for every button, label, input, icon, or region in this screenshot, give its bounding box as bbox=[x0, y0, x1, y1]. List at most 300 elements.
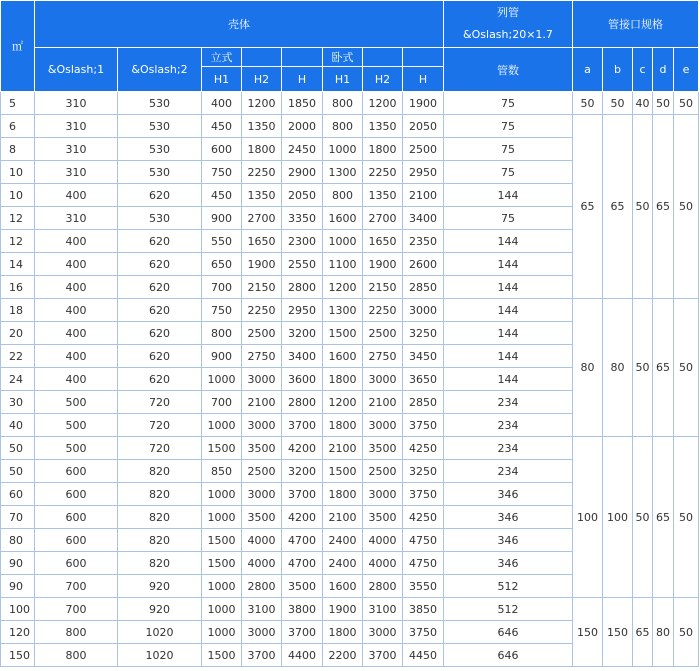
header-nozzle-d: d bbox=[653, 48, 674, 92]
cell-tube-count: 346 bbox=[444, 506, 573, 529]
cell-nozzle-a: 80 bbox=[573, 299, 603, 437]
cell-vertical-h1: 650 bbox=[202, 253, 242, 276]
cell-vertical-h1: 1500 bbox=[202, 552, 242, 575]
cell-horizontal-h2: 1350 bbox=[363, 184, 403, 207]
cell-horizontal-h1: 1600 bbox=[323, 207, 363, 230]
cell-horizontal-h2: 3000 bbox=[363, 621, 403, 644]
cell-vertical-h2: 3000 bbox=[242, 368, 282, 391]
cell-vertical-h1: 900 bbox=[202, 207, 242, 230]
cell-nozzle-a: 150 bbox=[573, 598, 603, 667]
cell-d2: 1020 bbox=[118, 644, 202, 667]
cell-d1: 310 bbox=[35, 207, 118, 230]
cell-horizontal-h: 4750 bbox=[403, 552, 444, 575]
cell-horizontal-h: 2850 bbox=[403, 276, 444, 299]
cell-nozzle-e: 50 bbox=[674, 437, 699, 598]
cell-horizontal-h: 3000 bbox=[403, 299, 444, 322]
cell-area: 50 bbox=[1, 437, 35, 460]
header-tube-spec: &Oslash;20×1.7 bbox=[463, 28, 553, 41]
cell-d2: 530 bbox=[118, 115, 202, 138]
cell-d2: 820 bbox=[118, 483, 202, 506]
cell-tube-count: 75 bbox=[444, 207, 573, 230]
table-row bbox=[1, 115, 699, 138]
table-row bbox=[1, 92, 699, 115]
cell-nozzle-b: 65 bbox=[603, 115, 633, 299]
cell-horizontal-h2: 2150 bbox=[363, 276, 403, 299]
cell-vertical-h: 1850 bbox=[282, 92, 323, 115]
cell-d1: 400 bbox=[35, 276, 118, 299]
cell-vertical-h: 2000 bbox=[282, 115, 323, 138]
cell-tube-count: 346 bbox=[444, 529, 573, 552]
cell-horizontal-h2: 1800 bbox=[363, 138, 403, 161]
cell-d2: 620 bbox=[118, 184, 202, 207]
cell-vertical-h1: 1500 bbox=[202, 437, 242, 460]
table-row bbox=[1, 598, 699, 621]
cell-horizontal-h: 2100 bbox=[403, 184, 444, 207]
cell-horizontal-h2: 2750 bbox=[363, 345, 403, 368]
cell-area: 100 bbox=[1, 598, 35, 621]
cell-horizontal-h2: 2100 bbox=[363, 391, 403, 414]
cell-area: 30 bbox=[1, 391, 35, 414]
cell-vertical-h: 4700 bbox=[282, 552, 323, 575]
cell-nozzle-b: 50 bbox=[603, 92, 633, 115]
header-tube-title: 列管 bbox=[497, 6, 519, 19]
cell-nozzle-c: 50 bbox=[633, 299, 653, 437]
cell-vertical-h1: 600 bbox=[202, 138, 242, 161]
cell-horizontal-h1: 800 bbox=[323, 115, 363, 138]
cell-horizontal-h: 3250 bbox=[403, 322, 444, 345]
cell-vertical-h1: 800 bbox=[202, 322, 242, 345]
header-blank bbox=[242, 48, 282, 67]
table-body bbox=[1, 92, 699, 667]
cell-d1: 600 bbox=[35, 529, 118, 552]
header-blank bbox=[363, 48, 403, 67]
header-tube-count: 管数 bbox=[444, 48, 573, 92]
cell-tube-count: 346 bbox=[444, 483, 573, 506]
cell-horizontal-h2: 3000 bbox=[363, 414, 403, 437]
cell-vertical-h2: 3000 bbox=[242, 414, 282, 437]
cell-vertical-h2: 1800 bbox=[242, 138, 282, 161]
cell-vertical-h: 3500 bbox=[282, 575, 323, 598]
cell-vertical-h2: 2800 bbox=[242, 575, 282, 598]
cell-tube-count: 144 bbox=[444, 253, 573, 276]
cell-vertical-h2: 2250 bbox=[242, 299, 282, 322]
cell-d2: 920 bbox=[118, 598, 202, 621]
cell-horizontal-h2: 1900 bbox=[363, 253, 403, 276]
cell-vertical-h1: 1000 bbox=[202, 414, 242, 437]
cell-horizontal-h1: 1500 bbox=[323, 322, 363, 345]
cell-horizontal-h1: 800 bbox=[323, 92, 363, 115]
cell-horizontal-h: 3750 bbox=[403, 621, 444, 644]
cell-horizontal-h: 2600 bbox=[403, 253, 444, 276]
cell-nozzle-b: 100 bbox=[603, 437, 633, 598]
cell-tube-count: 346 bbox=[444, 552, 573, 575]
header-vertical-h1: H1 bbox=[202, 67, 242, 92]
cell-area: 20 bbox=[1, 322, 35, 345]
cell-vertical-h1: 1000 bbox=[202, 483, 242, 506]
cell-horizontal-h1: 1300 bbox=[323, 299, 363, 322]
header-horizontal-h2: H2 bbox=[363, 67, 403, 92]
cell-horizontal-h1: 1000 bbox=[323, 138, 363, 161]
cell-horizontal-h2: 3100 bbox=[363, 598, 403, 621]
cell-vertical-h2: 3100 bbox=[242, 598, 282, 621]
cell-vertical-h: 4200 bbox=[282, 506, 323, 529]
cell-vertical-h: 3200 bbox=[282, 322, 323, 345]
cell-tube-count: 75 bbox=[444, 92, 573, 115]
cell-vertical-h: 2450 bbox=[282, 138, 323, 161]
cell-vertical-h: 2300 bbox=[282, 230, 323, 253]
cell-tube-count: 512 bbox=[444, 598, 573, 621]
cell-horizontal-h2: 2700 bbox=[363, 207, 403, 230]
cell-d1: 600 bbox=[35, 506, 118, 529]
cell-d2: 530 bbox=[118, 161, 202, 184]
cell-d1: 400 bbox=[35, 184, 118, 207]
cell-d1: 800 bbox=[35, 644, 118, 667]
cell-nozzle-d: 65 bbox=[653, 299, 674, 437]
header-horizontal-h: H bbox=[403, 67, 444, 92]
cell-area: 16 bbox=[1, 276, 35, 299]
cell-vertical-h: 3700 bbox=[282, 414, 323, 437]
cell-nozzle-e: 50 bbox=[674, 598, 699, 667]
cell-horizontal-h: 4450 bbox=[403, 644, 444, 667]
cell-vertical-h: 3200 bbox=[282, 460, 323, 483]
header-nozzle: 管接口规格 bbox=[573, 1, 699, 48]
header-blank bbox=[282, 48, 323, 67]
cell-horizontal-h2: 3700 bbox=[363, 644, 403, 667]
cell-nozzle-a: 100 bbox=[573, 437, 603, 598]
header-nozzle-e: e bbox=[674, 48, 699, 92]
cell-d2: 720 bbox=[118, 437, 202, 460]
cell-tube-count: 234 bbox=[444, 460, 573, 483]
cell-vertical-h1: 700 bbox=[202, 391, 242, 414]
cell-d2: 820 bbox=[118, 460, 202, 483]
cell-vertical-h: 2950 bbox=[282, 299, 323, 322]
cell-horizontal-h: 3750 bbox=[403, 483, 444, 506]
cell-tube-count: 75 bbox=[444, 115, 573, 138]
cell-tube-count: 646 bbox=[444, 621, 573, 644]
cell-vertical-h: 4200 bbox=[282, 437, 323, 460]
cell-area: 8 bbox=[1, 138, 35, 161]
cell-horizontal-h1: 2200 bbox=[323, 644, 363, 667]
cell-vertical-h1: 1000 bbox=[202, 506, 242, 529]
header-horizontal: 卧式 bbox=[323, 48, 363, 67]
cell-horizontal-h2: 2250 bbox=[363, 299, 403, 322]
cell-horizontal-h2: 4000 bbox=[363, 529, 403, 552]
cell-horizontal-h: 3550 bbox=[403, 575, 444, 598]
cell-d2: 620 bbox=[118, 253, 202, 276]
cell-d1: 600 bbox=[35, 460, 118, 483]
cell-horizontal-h: 3850 bbox=[403, 598, 444, 621]
cell-d1: 500 bbox=[35, 437, 118, 460]
cell-tube-count: 144 bbox=[444, 368, 573, 391]
header-nozzle-c: c bbox=[633, 48, 653, 92]
cell-tube-count: 144 bbox=[444, 299, 573, 322]
header-vertical-h2: H2 bbox=[242, 67, 282, 92]
header-d1: &Oslash;1 bbox=[35, 48, 118, 92]
header-d2: &Oslash;2 bbox=[118, 48, 202, 92]
cell-d2: 620 bbox=[118, 230, 202, 253]
cell-d2: 920 bbox=[118, 575, 202, 598]
cell-horizontal-h1: 1800 bbox=[323, 483, 363, 506]
cell-horizontal-h: 3450 bbox=[403, 345, 444, 368]
cell-horizontal-h: 4750 bbox=[403, 529, 444, 552]
cell-area: 10 bbox=[1, 161, 35, 184]
table-header bbox=[1, 1, 699, 92]
header-blank bbox=[403, 48, 444, 67]
header-nozzle-a: a bbox=[573, 48, 603, 92]
cell-horizontal-h1: 1200 bbox=[323, 276, 363, 299]
cell-tube-count: 234 bbox=[444, 437, 573, 460]
cell-nozzle-e: 50 bbox=[674, 92, 699, 115]
cell-horizontal-h2: 1650 bbox=[363, 230, 403, 253]
cell-d1: 800 bbox=[35, 621, 118, 644]
cell-area: 90 bbox=[1, 575, 35, 598]
cell-d1: 310 bbox=[35, 138, 118, 161]
cell-nozzle-c: 65 bbox=[633, 598, 653, 667]
cell-vertical-h: 2050 bbox=[282, 184, 323, 207]
cell-vertical-h2: 3000 bbox=[242, 483, 282, 506]
cell-vertical-h1: 750 bbox=[202, 161, 242, 184]
cell-tube-count: 646 bbox=[444, 644, 573, 667]
cell-tube-count: 144 bbox=[444, 184, 573, 207]
cell-d1: 400 bbox=[35, 253, 118, 276]
cell-horizontal-h2: 2800 bbox=[363, 575, 403, 598]
cell-vertical-h2: 2150 bbox=[242, 276, 282, 299]
cell-vertical-h1: 450 bbox=[202, 184, 242, 207]
cell-d2: 820 bbox=[118, 529, 202, 552]
cell-d2: 820 bbox=[118, 506, 202, 529]
cell-vertical-h: 3800 bbox=[282, 598, 323, 621]
cell-vertical-h: 2550 bbox=[282, 253, 323, 276]
cell-area: 70 bbox=[1, 506, 35, 529]
cell-vertical-h2: 1650 bbox=[242, 230, 282, 253]
cell-nozzle-e: 50 bbox=[674, 299, 699, 437]
cell-vertical-h: 2800 bbox=[282, 391, 323, 414]
cell-tube-count: 234 bbox=[444, 414, 573, 437]
cell-d1: 600 bbox=[35, 483, 118, 506]
cell-d2: 720 bbox=[118, 391, 202, 414]
cell-vertical-h2: 2500 bbox=[242, 460, 282, 483]
header-horizontal-h1: H1 bbox=[323, 67, 363, 92]
cell-tube-count: 512 bbox=[444, 575, 573, 598]
cell-d2: 620 bbox=[118, 299, 202, 322]
cell-vertical-h1: 700 bbox=[202, 276, 242, 299]
cell-area: 60 bbox=[1, 483, 35, 506]
cell-nozzle-e: 50 bbox=[674, 115, 699, 299]
cell-d1: 700 bbox=[35, 598, 118, 621]
cell-d2: 620 bbox=[118, 345, 202, 368]
header-vertical-h: H bbox=[282, 67, 323, 92]
cell-vertical-h: 2900 bbox=[282, 161, 323, 184]
cell-area: 6 bbox=[1, 115, 35, 138]
cell-d2: 720 bbox=[118, 414, 202, 437]
cell-vertical-h1: 1500 bbox=[202, 644, 242, 667]
header-tube bbox=[444, 1, 573, 48]
cell-tube-count: 75 bbox=[444, 138, 573, 161]
cell-tube-count: 144 bbox=[444, 276, 573, 299]
cell-tube-count: 75 bbox=[444, 161, 573, 184]
cell-horizontal-h1: 1600 bbox=[323, 575, 363, 598]
cell-horizontal-h1: 1000 bbox=[323, 230, 363, 253]
cell-vertical-h: 3700 bbox=[282, 621, 323, 644]
cell-area: 5 bbox=[1, 92, 35, 115]
cell-horizontal-h: 2950 bbox=[403, 161, 444, 184]
cell-nozzle-b: 80 bbox=[603, 299, 633, 437]
cell-nozzle-c: 40 bbox=[633, 92, 653, 115]
cell-vertical-h2: 1200 bbox=[242, 92, 282, 115]
cell-vertical-h1: 1500 bbox=[202, 529, 242, 552]
cell-vertical-h: 4700 bbox=[282, 529, 323, 552]
cell-vertical-h2: 4000 bbox=[242, 552, 282, 575]
cell-d2: 620 bbox=[118, 322, 202, 345]
cell-horizontal-h: 3650 bbox=[403, 368, 444, 391]
cell-d1: 400 bbox=[35, 368, 118, 391]
cell-vertical-h2: 3500 bbox=[242, 437, 282, 460]
cell-tube-count: 144 bbox=[444, 230, 573, 253]
cell-area: 18 bbox=[1, 299, 35, 322]
cell-horizontal-h2: 3500 bbox=[363, 506, 403, 529]
header-shell: 壳体 bbox=[35, 1, 444, 48]
cell-horizontal-h: 2050 bbox=[403, 115, 444, 138]
cell-d1: 400 bbox=[35, 299, 118, 322]
cell-vertical-h2: 1900 bbox=[242, 253, 282, 276]
cell-d2: 820 bbox=[118, 552, 202, 575]
cell-nozzle-d: 65 bbox=[653, 437, 674, 598]
cell-vertical-h1: 550 bbox=[202, 230, 242, 253]
cell-vertical-h1: 400 bbox=[202, 92, 242, 115]
cell-nozzle-d: 80 bbox=[653, 598, 674, 667]
cell-vertical-h2: 2250 bbox=[242, 161, 282, 184]
cell-d1: 310 bbox=[35, 115, 118, 138]
cell-vertical-h2: 3000 bbox=[242, 621, 282, 644]
cell-vertical-h: 3400 bbox=[282, 345, 323, 368]
cell-horizontal-h1: 1100 bbox=[323, 253, 363, 276]
cell-horizontal-h2: 2500 bbox=[363, 460, 403, 483]
cell-horizontal-h2: 2250 bbox=[363, 161, 403, 184]
cell-horizontal-h1: 1800 bbox=[323, 414, 363, 437]
cell-vertical-h1: 450 bbox=[202, 115, 242, 138]
cell-vertical-h2: 3500 bbox=[242, 506, 282, 529]
cell-area: 12 bbox=[1, 207, 35, 230]
cell-vertical-h: 3600 bbox=[282, 368, 323, 391]
cell-horizontal-h1: 1300 bbox=[323, 161, 363, 184]
cell-vertical-h: 2800 bbox=[282, 276, 323, 299]
cell-area: 40 bbox=[1, 414, 35, 437]
cell-d1: 500 bbox=[35, 391, 118, 414]
cell-d1: 400 bbox=[35, 345, 118, 368]
cell-horizontal-h: 1900 bbox=[403, 92, 444, 115]
cell-area: 120 bbox=[1, 621, 35, 644]
cell-vertical-h2: 1350 bbox=[242, 184, 282, 207]
cell-vertical-h1: 900 bbox=[202, 345, 242, 368]
cell-horizontal-h1: 1900 bbox=[323, 598, 363, 621]
cell-horizontal-h1: 2400 bbox=[323, 529, 363, 552]
cell-nozzle-a: 65 bbox=[573, 115, 603, 299]
cell-horizontal-h1: 1800 bbox=[323, 368, 363, 391]
cell-horizontal-h2: 2500 bbox=[363, 322, 403, 345]
cell-horizontal-h2: 3500 bbox=[363, 437, 403, 460]
cell-horizontal-h2: 1350 bbox=[363, 115, 403, 138]
cell-vertical-h: 3350 bbox=[282, 207, 323, 230]
header-vertical: 立式 bbox=[202, 48, 242, 67]
cell-nozzle-d: 50 bbox=[653, 92, 674, 115]
cell-area: 80 bbox=[1, 529, 35, 552]
cell-d1: 310 bbox=[35, 92, 118, 115]
cell-vertical-h1: 1000 bbox=[202, 575, 242, 598]
cell-vertical-h: 3700 bbox=[282, 483, 323, 506]
cell-nozzle-c: 50 bbox=[633, 115, 653, 299]
cell-horizontal-h: 2850 bbox=[403, 391, 444, 414]
cell-tube-count: 144 bbox=[444, 345, 573, 368]
cell-vertical-h1: 850 bbox=[202, 460, 242, 483]
cell-horizontal-h: 2350 bbox=[403, 230, 444, 253]
cell-horizontal-h: 2500 bbox=[403, 138, 444, 161]
cell-horizontal-h: 3750 bbox=[403, 414, 444, 437]
cell-vertical-h2: 1350 bbox=[242, 115, 282, 138]
cell-d1: 310 bbox=[35, 161, 118, 184]
cell-vertical-h1: 1000 bbox=[202, 598, 242, 621]
cell-d2: 620 bbox=[118, 368, 202, 391]
cell-horizontal-h1: 2100 bbox=[323, 506, 363, 529]
cell-horizontal-h2: 1200 bbox=[363, 92, 403, 115]
cell-tube-count: 144 bbox=[444, 322, 573, 345]
cell-d1: 600 bbox=[35, 552, 118, 575]
cell-horizontal-h1: 800 bbox=[323, 184, 363, 207]
cell-d2: 530 bbox=[118, 207, 202, 230]
cell-horizontal-h: 4250 bbox=[403, 437, 444, 460]
cell-d2: 1020 bbox=[118, 621, 202, 644]
cell-area: 22 bbox=[1, 345, 35, 368]
cell-horizontal-h1: 1500 bbox=[323, 460, 363, 483]
cell-horizontal-h: 4250 bbox=[403, 506, 444, 529]
cell-area: 50 bbox=[1, 460, 35, 483]
cell-area: 24 bbox=[1, 368, 35, 391]
cell-horizontal-h2: 3000 bbox=[363, 483, 403, 506]
cell-nozzle-d: 65 bbox=[653, 115, 674, 299]
cell-horizontal-h1: 1200 bbox=[323, 391, 363, 414]
header-nozzle-b: b bbox=[603, 48, 633, 92]
cell-horizontal-h1: 2400 bbox=[323, 552, 363, 575]
cell-horizontal-h1: 1600 bbox=[323, 345, 363, 368]
cell-nozzle-c: 50 bbox=[633, 437, 653, 598]
cell-area: 12 bbox=[1, 230, 35, 253]
cell-nozzle-b: 150 bbox=[603, 598, 633, 667]
cell-area: 10 bbox=[1, 184, 35, 207]
cell-vertical-h2: 4000 bbox=[242, 529, 282, 552]
cell-d1: 500 bbox=[35, 414, 118, 437]
cell-vertical-h2: 2500 bbox=[242, 322, 282, 345]
cell-area: 14 bbox=[1, 253, 35, 276]
table-row bbox=[1, 437, 699, 460]
cell-tube-count: 234 bbox=[444, 391, 573, 414]
cell-horizontal-h2: 4000 bbox=[363, 552, 403, 575]
cell-horizontal-h1: 1800 bbox=[323, 621, 363, 644]
cell-vertical-h2: 2700 bbox=[242, 207, 282, 230]
cell-area: 90 bbox=[1, 552, 35, 575]
table-row bbox=[1, 299, 699, 322]
cell-vertical-h2: 2100 bbox=[242, 391, 282, 414]
cell-nozzle-a: 50 bbox=[573, 92, 603, 115]
cell-vertical-h2: 2750 bbox=[242, 345, 282, 368]
cell-area: 150 bbox=[1, 644, 35, 667]
cell-vertical-h: 4400 bbox=[282, 644, 323, 667]
cell-d2: 530 bbox=[118, 138, 202, 161]
cell-d2: 530 bbox=[118, 92, 202, 115]
cell-d1: 400 bbox=[35, 322, 118, 345]
cell-d1: 700 bbox=[35, 575, 118, 598]
cell-vertical-h2: 3700 bbox=[242, 644, 282, 667]
header-area: ㎡ bbox=[1, 1, 35, 92]
cell-horizontal-h: 3250 bbox=[403, 460, 444, 483]
